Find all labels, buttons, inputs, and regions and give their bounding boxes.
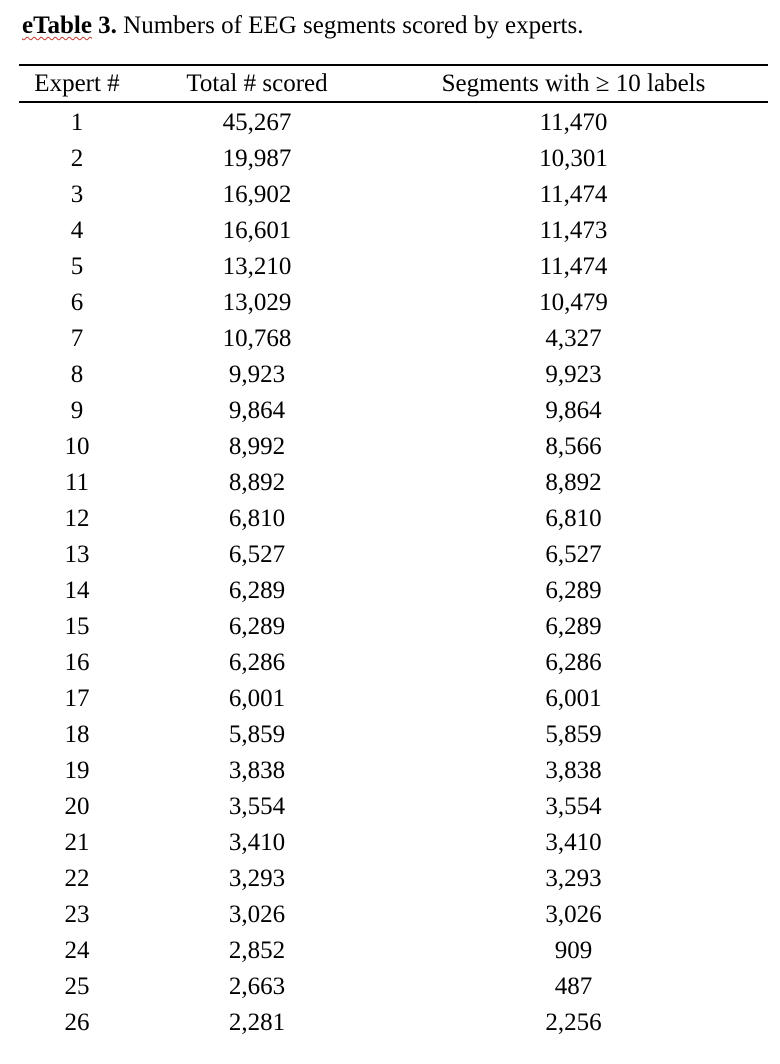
cell-segments-10-labels: 6,527	[545, 541, 602, 568]
expert-segments-table	[19, 64, 768, 1041]
table-row	[19, 141, 768, 177]
table-row	[19, 681, 768, 717]
cell-total-scored: 3,410	[228, 829, 286, 856]
header-expert: Expert #	[19, 65, 135, 102]
table-row	[19, 645, 768, 681]
cell-expert: 11	[64, 469, 90, 496]
header-total-scored: Total # scored	[135, 65, 379, 102]
cell-expert: 17	[64, 685, 90, 712]
cell-segments-10-labels: 6,286	[545, 649, 602, 676]
table-row	[19, 537, 768, 573]
cell-total-scored: 9,864	[228, 397, 286, 424]
cell-total-scored: 13,210	[222, 253, 292, 280]
cell-segments-10-labels: 3,410	[545, 829, 602, 856]
cell-expert: 25	[64, 973, 90, 1000]
cell-segments-10-labels: 8,892	[545, 469, 602, 496]
cell-expert: 26	[64, 1009, 90, 1036]
cell-expert: 16	[64, 649, 90, 676]
table-row	[19, 357, 768, 393]
cell-total-scored: 6,810	[228, 505, 286, 532]
cell-total-scored: 19,987	[222, 145, 292, 172]
cell-total-scored: 2,852	[228, 937, 286, 964]
cell-expert: 9	[70, 397, 84, 424]
table-row	[19, 249, 768, 285]
cell-expert: 12	[64, 505, 90, 532]
header-segments-10-labels: Segments with ≥ 10 labels	[379, 65, 768, 102]
cell-total-scored: 8,992	[228, 433, 286, 460]
cell-total-scored: 6,527	[228, 541, 286, 568]
caption-text: Numbers of EEG segments scored by experts.	[123, 12, 584, 39]
cell-expert: 4	[70, 217, 84, 244]
cell-segments-10-labels: 4,327	[545, 325, 602, 352]
cell-segments-10-labels: 6,810	[545, 505, 602, 532]
cell-expert: 15	[64, 613, 90, 640]
cell-segments-10-labels: 9,864	[545, 397, 602, 424]
table-row	[19, 393, 768, 429]
cell-total-scored: 6,286	[228, 649, 286, 676]
cell-total-scored: 6,001	[228, 685, 286, 712]
cell-segments-10-labels: 6,289	[545, 577, 602, 604]
table-row	[19, 897, 768, 933]
table-row	[19, 213, 768, 249]
cell-expert: 7	[70, 325, 84, 352]
cell-expert: 3	[70, 181, 84, 208]
table-row	[19, 573, 768, 609]
table-row	[19, 861, 768, 897]
cell-expert: 13	[64, 541, 90, 568]
cell-segments-10-labels: 5,859	[545, 721, 602, 748]
cell-segments-10-labels: 909	[554, 937, 593, 964]
cell-segments-10-labels: 3,026	[545, 901, 602, 928]
table-row	[19, 1005, 768, 1041]
table-row	[19, 177, 768, 213]
cell-expert: 24	[64, 937, 90, 964]
cell-expert: 18	[64, 721, 90, 748]
table-row	[19, 102, 768, 141]
cell-segments-10-labels: 3,838	[545, 757, 602, 784]
cell-expert: 10	[64, 433, 90, 460]
caption-label: eTable	[22, 12, 92, 39]
table-caption	[22, 10, 583, 42]
cell-total-scored: 13,029	[222, 289, 292, 316]
cell-segments-10-labels: 11,474	[539, 253, 608, 280]
cell-segments-10-labels: 10,301	[539, 145, 608, 172]
cell-segments-10-labels: 3,293	[545, 865, 602, 892]
table-row	[19, 933, 768, 969]
table-header-row	[19, 65, 768, 102]
cell-expert: 2	[70, 145, 84, 172]
table-row	[19, 969, 768, 1005]
table-body	[19, 102, 768, 1041]
table-row	[19, 753, 768, 789]
cell-segments-10-labels: 3,554	[545, 793, 602, 820]
cell-segments-10-labels: 9,923	[545, 361, 602, 388]
cell-expert: 14	[64, 577, 90, 604]
cell-expert: 20	[64, 793, 90, 820]
cell-total-scored: 9,923	[228, 361, 286, 388]
cell-total-scored: 2,663	[228, 973, 286, 1000]
cell-total-scored: 6,289	[228, 577, 286, 604]
table-row	[19, 465, 768, 501]
table-row	[19, 321, 768, 357]
cell-total-scored: 3,293	[228, 865, 286, 892]
cell-total-scored: 3,026	[228, 901, 286, 928]
table-row	[19, 429, 768, 465]
cell-total-scored: 8,892	[228, 469, 286, 496]
caption-number: 3.	[98, 12, 117, 39]
cell-total-scored: 16,601	[222, 217, 292, 244]
cell-total-scored: 2,281	[228, 1009, 286, 1036]
cell-expert: 1	[70, 109, 84, 136]
cell-expert: 23	[64, 901, 90, 928]
cell-total-scored: 3,838	[228, 757, 286, 784]
cell-total-scored: 16,902	[222, 181, 292, 208]
cell-expert: 6	[70, 289, 84, 316]
cell-expert: 22	[64, 865, 90, 892]
cell-segments-10-labels: 11,473	[539, 217, 608, 244]
cell-expert: 21	[64, 829, 90, 856]
cell-segments-10-labels: 6,289	[545, 613, 602, 640]
cell-expert: 5	[70, 253, 84, 280]
cell-expert: 8	[70, 361, 84, 388]
data-table-container	[19, 64, 768, 1041]
cell-segments-10-labels: 6,001	[545, 685, 602, 712]
table-row	[19, 609, 768, 645]
table-row	[19, 501, 768, 537]
cell-segments-10-labels: 11,474	[539, 181, 608, 208]
cell-segments-10-labels: 11,470	[539, 109, 608, 136]
cell-total-scored: 6,289	[228, 613, 286, 640]
table-row	[19, 285, 768, 321]
table-row	[19, 717, 768, 753]
cell-segments-10-labels: 8,566	[545, 433, 602, 460]
cell-expert: 19	[64, 757, 90, 784]
cell-segments-10-labels: 487	[554, 973, 593, 1000]
table-row	[19, 825, 768, 861]
cell-total-scored: 10,768	[222, 325, 292, 352]
table-row	[19, 789, 768, 825]
cell-total-scored: 3,554	[228, 793, 286, 820]
cell-segments-10-labels: 10,479	[539, 289, 608, 316]
cell-total-scored: 45,267	[222, 109, 292, 136]
cell-segments-10-labels: 2,256	[545, 1009, 602, 1036]
cell-total-scored: 5,859	[228, 721, 286, 748]
